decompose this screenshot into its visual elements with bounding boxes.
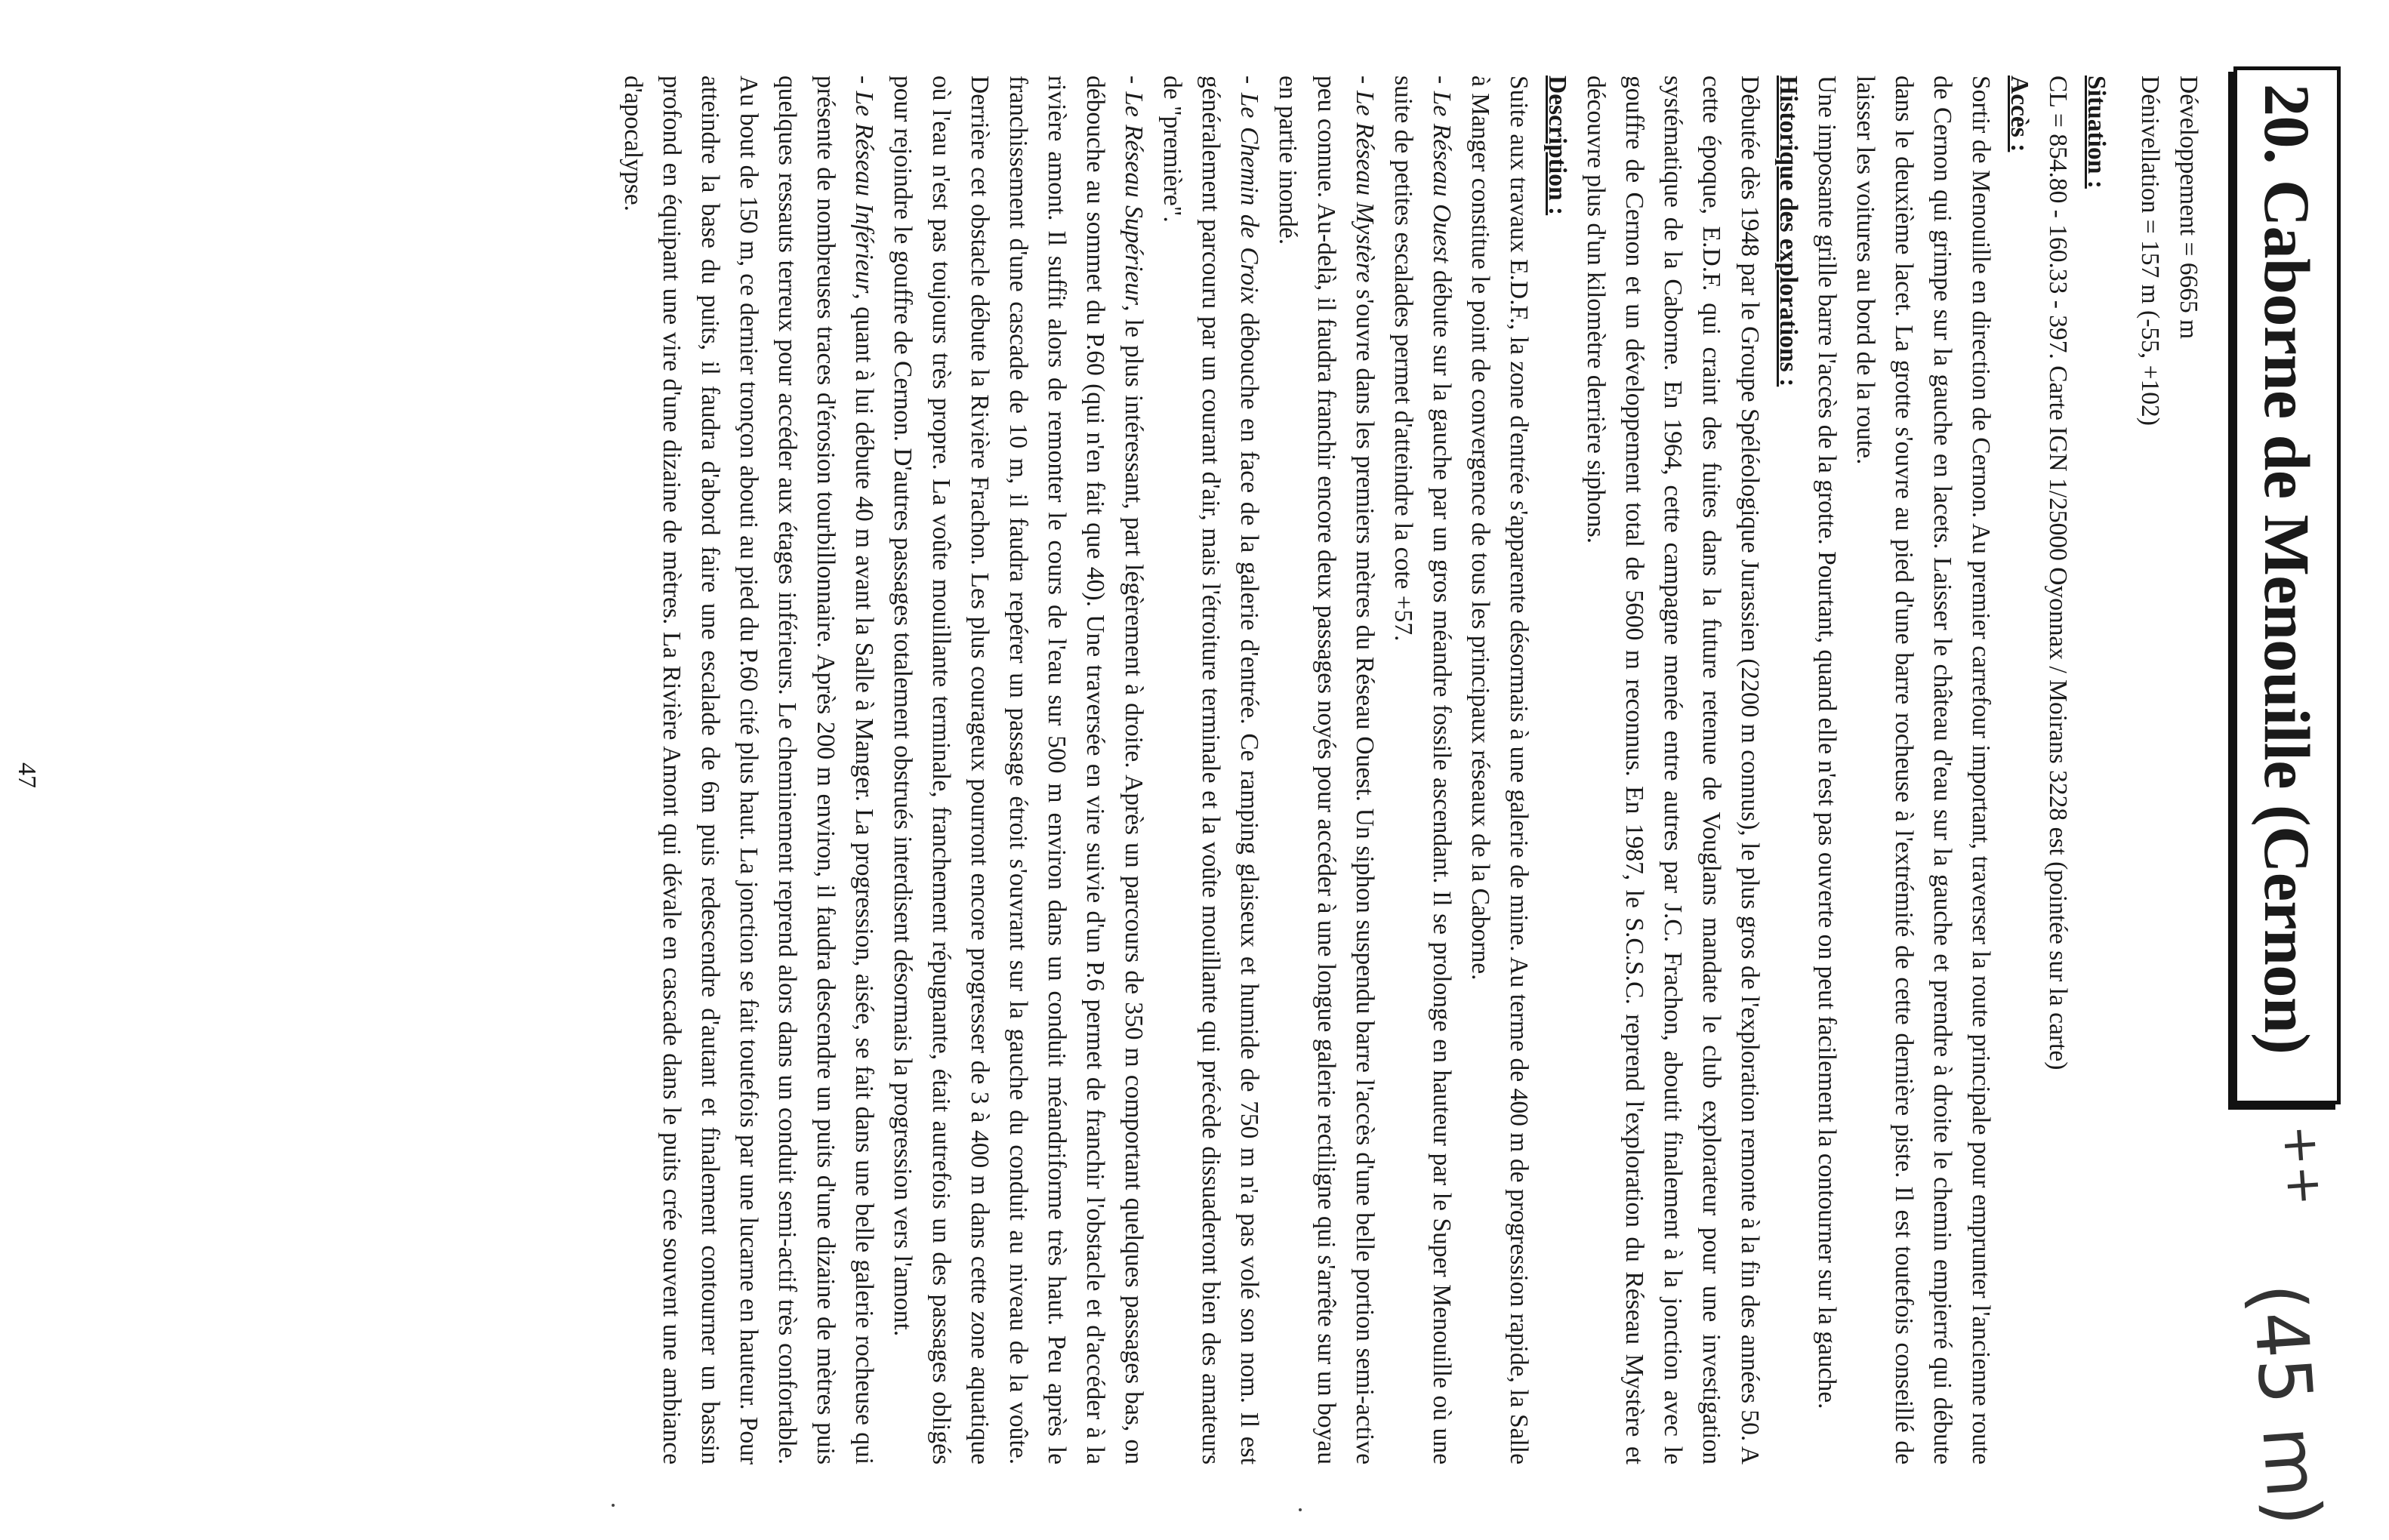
network-name: Le Chemin de Croix bbox=[1235, 92, 1263, 304]
handwritten-depth-note: (45 m) bbox=[2235, 1280, 2338, 1529]
description-heading: Description : bbox=[1543, 75, 1571, 216]
acces-paragraph: Sortir de Menouille en direction de Cernon. Au premier carrefour important, traverser la route principale pour emprunter l'ancienne route de Cernon qui grimpe sur la gauche en lacets. Laisser le château d'eau sur la gauche et prendre à droite le chemin empierré qui débute dans le deuxième lacet. La grotte s'ouvre au pied d'une barre rocheuse à l'extrémité de cette dernière piste. Il est toutefois conseillé de laisser les voitures au bord de la route. bbox=[1851, 75, 1995, 1465]
acces-heading: Accès : bbox=[2005, 75, 2033, 152]
scan-speck bbox=[612, 1504, 615, 1507]
body-text bbox=[614, 75, 2208, 1465]
scan-speck bbox=[1299, 1508, 1302, 1511]
description-item: - Le Réseau Mystère s'ouvre dans les premiers mètres du Réseau Ouest. Un siphon suspendu barre l'accès d'une belle portion semi-active peu connue. Au-delà, il faudra franchir encore deux passages noyés pour accéder à une longue galerie rectiligne qui s'arrête sur un boyau en partie inondé. bbox=[1274, 75, 1379, 1465]
network-name: Le Réseau Ouest bbox=[1428, 91, 1456, 263]
cave-title: 20. Caborne de Menouille (Cernon) bbox=[2233, 66, 2341, 1104]
network-name: Le Réseau Inférieur bbox=[850, 91, 878, 294]
description-item: - Le Réseau Ouest débute sur la gauche par un gros méandre fossile ascendant. Il se prolonge en hauteur par le Super Menouille où une suite de petites escalades permet d'atteindre la cote +57. bbox=[1389, 75, 1456, 1465]
page-number: 47 bbox=[13, 762, 41, 788]
description-item: - Le Réseau Supérieur, le plus intéressant, part légèrement à droite. Après un parcours de 350 m comportant quelques passages bas, on débouche au sommet du P.60 (qui n'en fait que 40). Une traversée en vire suivie d'un P.6 permet de franchir l'obstacle et d'accéder à la rivière amont. Il suffit alors de remonter le cours de l'eau sur 500 m environ dans un conduit méandriforme très haut. Peu après le franchissement d'une cascade de 10 m, il faudra repérer un passage étroit s'ouvrant sur la gauche du conduit au niveau de la voûte. Derrière cet obstacle débute la Rivière Frachon. Les plus courageux pourront encore progresser de 3 à 400 m dans cette zone aquatique où l'eau n'est pas toujours très propre. La voûte mouillante terminale, franchement répugnante, était autrefois un des passages obligés pour rejoindre le gouffre de Cernon. D'autres passages totalement obstrués interdisent désormais la progression vers l'amont. bbox=[889, 75, 1148, 1465]
description-intro: Suite aux travaux E.D.F., la zone d'entrée s'apparente désormais à une galerie de mine. Au terme de 400 m de progression rapide, la Salle à Manger constitue le point de convergence de tous les principaux réseaux de la Caborne. bbox=[1466, 75, 1533, 1465]
acces-paragraph: Une imposante grille barre l'accès de la grotte. Pourtant, quand elle n'est pas ouverte on peut facilement la contourner sur la gauche. bbox=[1813, 75, 1841, 1409]
network-name: Le Réseau Mystère bbox=[1351, 90, 1379, 283]
developpement-value: Développement = 6665 m bbox=[2175, 75, 2203, 340]
denivellation-value: Dénivellation = 157 m (-55, +102) bbox=[2136, 75, 2164, 426]
cave-stats bbox=[2131, 75, 2208, 1465]
historique-heading: Historique des explorations : bbox=[1774, 75, 1802, 387]
situation-text: CL = 854.80 - 160.33 - 397. Carte IGN 1/25000 Oyonnax / Moirans 3228 est (pointée sur la carte) bbox=[2044, 75, 2072, 1070]
description-item: - Le Chemin de Croix débouche en face de la galerie d'entrée. Ce ramping glaiseux et humide de 750 m n'a pas volé son nom. Il est généralement parcouru par un courant d'air, mais l'étroiture terminale et la voûte mouillante qui précède dissuaderont bien des amateurs de "première". bbox=[1158, 75, 1263, 1465]
historique-text: Débutée dès 1948 par le Groupe Spéléologique Jurassien (2200 m connus), le plus gros de l'exploration remonte à la fin des années 50. A cette époque, E.D.F. qui craint des fuites dans la future retenue de Vouglans mandate le club explorateur pour une investigation systématique de la Caborne. En 1964, cette campagne menée entre autres par J.C. Frachon, aboutit finalement à la jonction avec le gouffre de Cernon et un développement total de 5600 m reconnus. En 1987, le S.C.S.C. reprend l'exploration du Réseau Mystère et découvre plus d'un kilomètre derrière siphons. bbox=[1582, 75, 1764, 1465]
description-item: - Le Réseau Inférieur, quant à lui débute 40 m avant la Salle à Manger. La progression, aisée, se fait dans une belle galerie rocheuse qui présente de nombreuses traces d'érosion tourbillonnaire. Après 200 m environ, il faudra descendre un puits d'une dizaine de mètres puis quelques ressauts terreux pour accéder aux étages inférieurs. Le cheminement reprend alors dans un conduit semi-actif très confortable. Au bout de 150 m, ce dernier tronçon abouti au pied du P.60 cité plus haut. La jonction se fait toutefois par une lucarne en hauteur. Pour atteindre la base du puits, il faudra d'abord faire une escalade de 6m puis redescendre d'autant et finalement contourner un bassin profond en équipant une vire d'une dizaine de mètres. La Rivière Amont qui dévale en cascade dans le puits crée souvent une ambiance d'apocalypse. bbox=[619, 75, 878, 1465]
situation-heading: Situation : bbox=[2082, 75, 2110, 189]
network-name: Le Réseau Supérieur bbox=[1120, 91, 1148, 306]
handwritten-rating: ++ bbox=[2271, 1123, 2333, 1208]
